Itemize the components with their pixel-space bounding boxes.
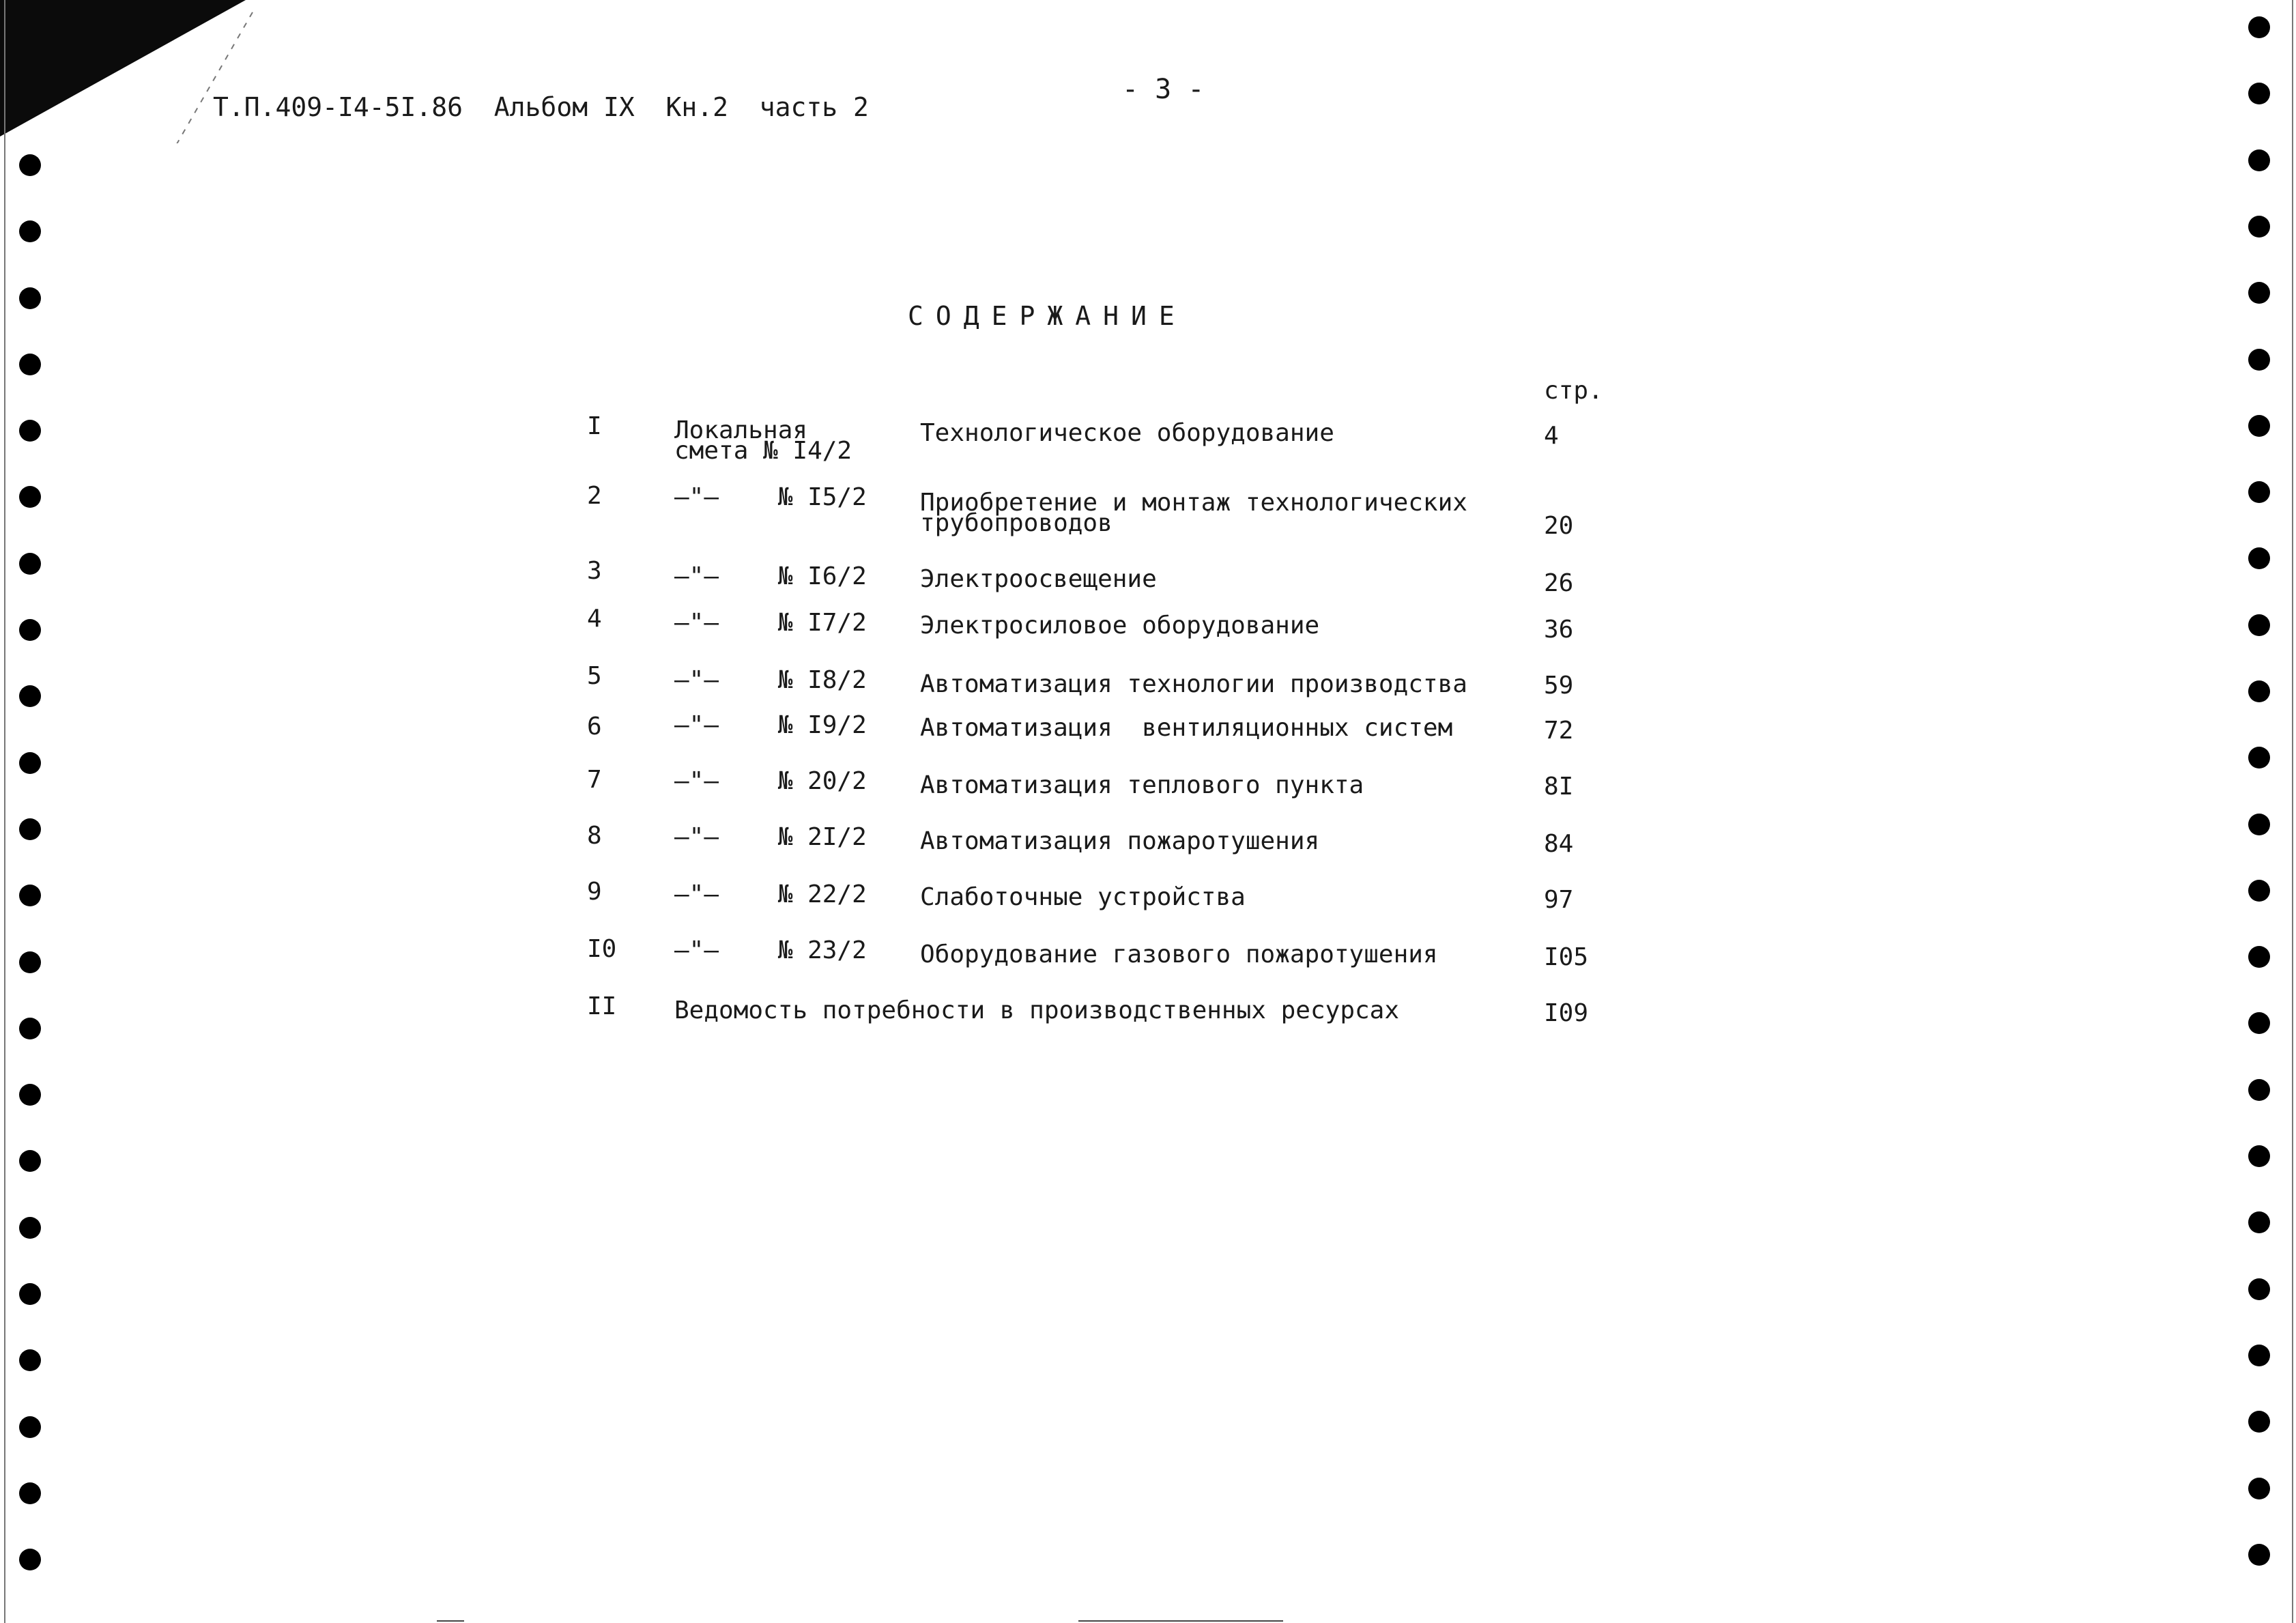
punch-hole xyxy=(2248,1079,2270,1101)
punch-hole xyxy=(19,818,41,840)
row-number: 8 xyxy=(587,822,602,850)
row-page: 72 xyxy=(1544,717,1574,745)
punch-hole xyxy=(2248,547,2270,569)
row-estimate: Ведомость потребности в производственных ресурсах xyxy=(674,996,1400,1024)
punch-hole xyxy=(2248,1345,2270,1366)
page-number: - 3 - xyxy=(1122,74,1205,105)
punch-hole xyxy=(2248,1411,2270,1433)
punch-hole xyxy=(19,619,41,641)
row-estimate: –"– № I9/2 xyxy=(674,711,867,739)
punch-hole xyxy=(19,951,41,973)
row-estimate-line2: смета № I4/2 xyxy=(674,437,852,465)
row-description: Автоматизация пожаротушения xyxy=(920,827,1320,855)
punch-hole xyxy=(19,486,41,508)
punch-hole xyxy=(19,885,41,906)
row-number: 7 xyxy=(587,766,602,794)
row-number: 6 xyxy=(587,713,602,741)
row-estimate: –"– № I6/2 xyxy=(674,562,867,590)
punch-hole xyxy=(2248,83,2270,104)
page-title: СОДЕРЖАНИЕ xyxy=(908,301,1187,331)
row-description: Приобретение и монтаж технологических xyxy=(920,489,1467,517)
scan-mark xyxy=(1078,1620,1283,1622)
punch-hole xyxy=(2248,814,2270,835)
row-description: Оборудование газового пожаротушения xyxy=(920,940,1438,968)
punch-hole xyxy=(19,1283,41,1305)
punch-hole xyxy=(19,1349,41,1371)
punch-hole xyxy=(2248,282,2270,304)
punch-hole xyxy=(19,1150,41,1172)
row-estimate: –"– № I7/2 xyxy=(674,609,867,637)
row-number: 9 xyxy=(587,878,602,906)
punch-hole xyxy=(19,220,41,242)
punch-hole xyxy=(19,420,41,442)
left-punch-holes xyxy=(19,0,46,1623)
punch-hole xyxy=(19,1018,41,1039)
row-number: II xyxy=(587,992,617,1020)
row-page: 97 xyxy=(1544,886,1574,914)
punch-hole xyxy=(2248,1544,2270,1566)
punch-hole xyxy=(19,752,41,774)
punch-hole xyxy=(2248,1145,2270,1167)
row-description: Автоматизация технологии производства xyxy=(920,670,1467,698)
row-page: I05 xyxy=(1544,943,1589,971)
punch-hole xyxy=(2248,946,2270,968)
punch-hole xyxy=(2248,16,2270,38)
row-number: I xyxy=(587,412,602,440)
punch-hole xyxy=(2248,216,2270,238)
scan-mark xyxy=(437,1620,464,1622)
punch-hole xyxy=(2248,614,2270,636)
row-description: Автоматизация вентиляционных систем xyxy=(920,714,1453,742)
row-page: I09 xyxy=(1544,999,1589,1027)
punch-hole xyxy=(19,354,41,375)
row-page: 8I xyxy=(1544,773,1574,801)
punch-hole xyxy=(2248,1478,2270,1499)
punch-hole xyxy=(19,1482,41,1504)
document-code: Т.П.409-I4-5I.86 Альбом IX Кн.2 часть 2 xyxy=(213,92,869,122)
row-estimate: –"– № I5/2 xyxy=(674,483,867,511)
row-page: 4 xyxy=(1544,422,1559,450)
right-punch-holes xyxy=(2248,0,2276,1623)
row-description-line2: трубопроводов xyxy=(920,509,1113,537)
punch-hole xyxy=(2248,747,2270,769)
row-estimate: Локальная xyxy=(674,416,808,444)
punch-hole xyxy=(2248,880,2270,902)
row-number: 2 xyxy=(587,482,602,510)
punch-hole xyxy=(19,1084,41,1106)
punch-hole xyxy=(19,1217,41,1239)
row-page: 36 xyxy=(1544,616,1574,644)
punch-hole xyxy=(2248,1278,2270,1300)
right-edge-line xyxy=(2292,0,2293,1623)
punch-hole xyxy=(2248,481,2270,503)
row-estimate: –"– № 22/2 xyxy=(674,880,867,908)
punch-hole xyxy=(2248,1211,2270,1233)
row-estimate: –"– № 2I/2 xyxy=(674,823,867,851)
row-page: 84 xyxy=(1544,830,1574,858)
punch-hole xyxy=(19,154,41,176)
row-estimate: –"– № 20/2 xyxy=(674,767,867,795)
punch-hole xyxy=(19,553,41,575)
row-description: Автоматизация теплового пункта xyxy=(920,771,1364,799)
row-description: Электроосвещение xyxy=(920,565,1157,593)
left-edge-line xyxy=(4,0,5,1623)
row-description: Технологическое оборудование xyxy=(920,419,1334,447)
row-description: Электросиловое оборудование xyxy=(920,612,1320,640)
punch-hole xyxy=(19,287,41,309)
row-estimate: –"– № 23/2 xyxy=(674,936,867,964)
row-estimate: –"– № I8/2 xyxy=(674,666,867,694)
punch-hole xyxy=(2248,349,2270,371)
row-page: 26 xyxy=(1544,569,1574,597)
row-number: 3 xyxy=(587,557,602,585)
row-number: 4 xyxy=(587,605,602,633)
row-page: 59 xyxy=(1544,672,1574,700)
page-column-header: стр. xyxy=(1544,377,1603,405)
row-number: I0 xyxy=(587,935,617,963)
punch-hole xyxy=(2248,149,2270,171)
row-number: 5 xyxy=(587,662,602,690)
row-description: Слаботочные устройства xyxy=(920,883,1246,911)
punch-hole xyxy=(19,1416,41,1438)
punch-hole xyxy=(2248,415,2270,437)
punch-hole xyxy=(2248,680,2270,702)
punch-hole xyxy=(19,1549,41,1570)
punch-hole xyxy=(19,685,41,707)
row-page: 20 xyxy=(1544,512,1574,540)
punch-hole xyxy=(2248,1012,2270,1034)
